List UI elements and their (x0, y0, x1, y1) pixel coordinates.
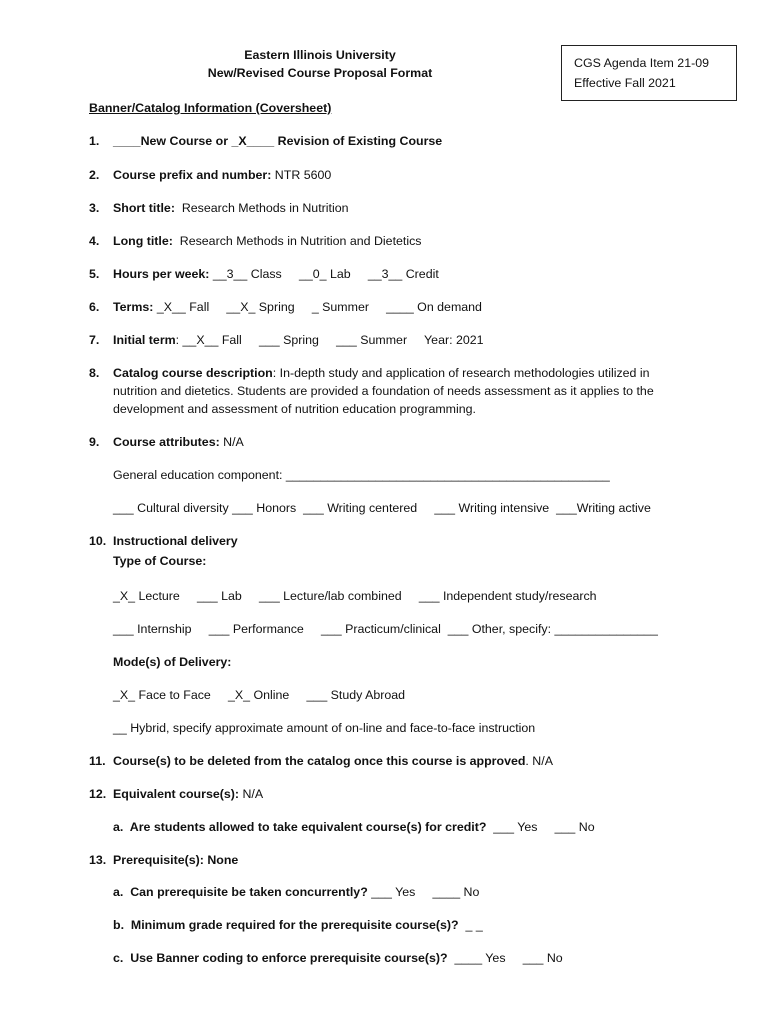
item-number: 1. (89, 134, 100, 148)
field-value: N/A (239, 787, 264, 801)
question-label: b. Minimum grade required for the prerequisite course(s)? (113, 918, 459, 932)
new-course-label: New Course or (140, 134, 232, 148)
item-courses-deleted (113, 754, 553, 768)
field-label: Course attributes: (113, 435, 220, 449)
item-short-title (113, 201, 349, 215)
hybrid-option: __ Hybrid, specify approximate amount of on-line and face-to-face instruction (113, 721, 536, 735)
item-hours-per-week (113, 267, 439, 281)
revision-label: Revision of Existing Course (274, 134, 443, 148)
field-value: Research Methods in Nutrition (174, 201, 349, 215)
field-value: . N/A (525, 754, 553, 768)
prerequisites-label: Prerequisite(s): None (113, 853, 239, 867)
item-new-or-revision (113, 134, 442, 148)
course-type-options-1: _X_ Lecture ___ Lab ___ Lecture/lab combined ___ Independent study/research (113, 589, 597, 603)
item-number: 6. (89, 300, 100, 314)
modes-of-delivery-label: Mode(s) of Delivery: (113, 655, 232, 669)
item-number: 5. (89, 267, 100, 281)
item-number: 2. (89, 168, 100, 182)
prereq-concurrent-question (113, 885, 479, 899)
question-label: a. Can prerequisite be taken concurrently? (113, 885, 368, 899)
field-value: __3__ Class __0_ Lab __3__ Credit (209, 267, 439, 281)
item-course-attributes (113, 435, 244, 449)
item-number: 9. (89, 435, 100, 449)
type-of-course-label: Type of Course: (113, 554, 207, 568)
field-value: N/A (219, 435, 244, 449)
prereq-banner-coding-question (113, 951, 563, 965)
question-answer: ____ Yes ___ No (447, 951, 563, 965)
field-value: _X__ Fall __X_ Spring _ Summer ____ On demand (153, 300, 482, 314)
item-number: 13. (89, 853, 107, 867)
field-label: Short title: (113, 201, 175, 215)
agenda-box (561, 45, 737, 101)
agenda-item-line: CGS Agenda Item 21-09 (574, 56, 710, 70)
university-title: Eastern Illinois University (244, 48, 396, 62)
equivalent-credit-question (113, 820, 595, 834)
item-number: 12. (89, 787, 107, 801)
prereq-minimum-grade-question (113, 918, 483, 932)
proposal-format-title: New/Revised Course Proposal Format (207, 66, 433, 80)
question-answer: ___ Yes ___ No (486, 820, 595, 834)
field-label: Equivalent course(s): (113, 787, 239, 801)
field-value: : In-depth study and application of research methodologies utilized in nutrition and dietetics. Students are provided a foundation of needs assessment as it applies to the development and assessment of nutrition education programming. (113, 366, 654, 416)
field-label: Course prefix and number: (113, 168, 272, 182)
item-initial-term (113, 333, 484, 347)
item-long-title (113, 234, 422, 248)
item-number: 3. (89, 201, 100, 215)
section-heading: Banner/Catalog Information (Coversheet) (89, 101, 332, 115)
field-label: Terms: (113, 300, 154, 314)
general-education-line: General education component: _______________________________________________ (113, 468, 610, 482)
new-course-blank: ____ (113, 134, 141, 148)
question-answer: ___ Yes ____ No (367, 885, 480, 899)
delivery-mode-options: _X_ Face to Face _X_ Online ___ Study Abroad (113, 688, 406, 702)
item-number: 8. (89, 366, 100, 380)
item-number: 7. (89, 333, 100, 347)
item-course-prefix (113, 168, 331, 182)
course-type-options-2: ___ Internship ___ Performance ___ Practicum/clinical ___ Other, specify: _______________ (113, 622, 658, 636)
field-label: Long title: (113, 234, 173, 248)
field-label: Course(s) to be deleted from the catalog once this course is approved (113, 754, 526, 768)
item-catalog-description (113, 364, 688, 418)
revision-blank: _X____ (231, 134, 275, 148)
field-value: Research Methods in Nutrition and Dietetics (172, 234, 422, 248)
field-label: Hours per week: (113, 267, 210, 281)
instructional-delivery-label: Instructional delivery (113, 534, 238, 548)
item-number: 10. (89, 534, 107, 548)
question-answer: _ _ (458, 918, 483, 932)
field-value: NTR 5600 (271, 168, 332, 182)
item-equivalent-courses (113, 787, 263, 801)
field-label: Catalog course description (113, 366, 273, 380)
effective-date-line: Effective Fall 2021 (574, 76, 676, 90)
item-number: 4. (89, 234, 100, 248)
question-label: a. Are students allowed to take equivalent course(s) for credit? (113, 820, 487, 834)
attribute-options: ___ Cultural diversity ___ Honors ___ Writing centered ___ Writing intensive ___Writing active (113, 501, 651, 515)
item-terms (113, 300, 482, 314)
question-label: c. Use Banner coding to enforce prerequisite course(s)? (113, 951, 448, 965)
field-label: Initial term (113, 333, 176, 347)
item-number: 11. (89, 754, 106, 768)
field-value: : __X__ Fall ___ Spring ___ Summer Year: 2021 (175, 333, 484, 347)
